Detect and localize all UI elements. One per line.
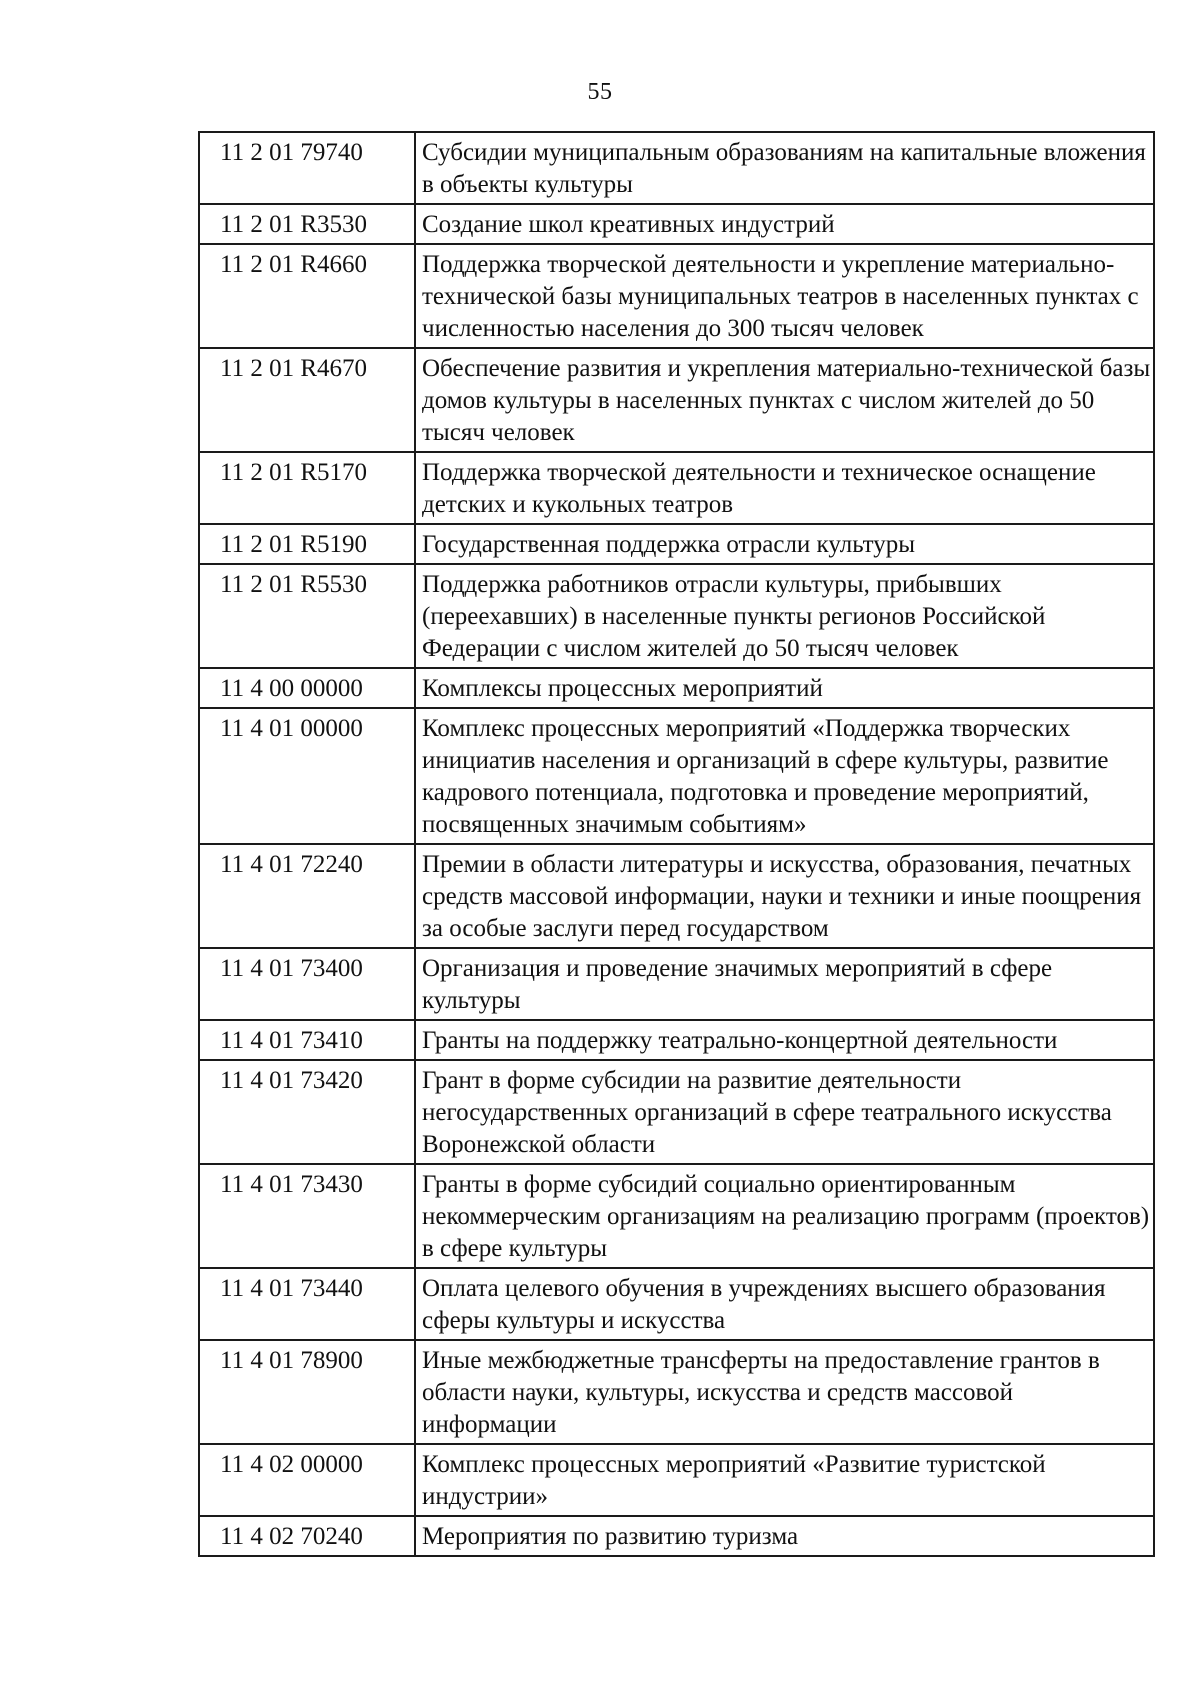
table-row bbox=[199, 564, 1154, 668]
description-cell: Государственная поддержка отрасли культуры bbox=[415, 524, 1154, 564]
table-row bbox=[199, 452, 1154, 524]
description-cell: Гранты в форме субсидий социально ориентированным некоммерческим организациям на реализацию программ (проектов) в сфере культуры bbox=[415, 1164, 1154, 1268]
budget-code-table bbox=[198, 131, 1155, 1557]
code-cell: 11 2 01 R3530 bbox=[199, 204, 415, 244]
table-row bbox=[199, 204, 1154, 244]
code-cell: 11 2 01 R4660 bbox=[199, 244, 415, 348]
code-cell: 11 4 01 78900 bbox=[199, 1340, 415, 1444]
code-cell: 11 2 01 R4670 bbox=[199, 348, 415, 452]
code-cell: 11 2 01 R5530 bbox=[199, 564, 415, 668]
table-row bbox=[199, 844, 1154, 948]
table-row bbox=[199, 348, 1154, 452]
code-cell: 11 4 01 73420 bbox=[199, 1060, 415, 1164]
code-cell: 11 4 01 73400 bbox=[199, 948, 415, 1020]
table-row bbox=[199, 948, 1154, 1020]
code-cell: 11 2 01 R5190 bbox=[199, 524, 415, 564]
table-row bbox=[199, 244, 1154, 348]
description-cell: Субсидии муниципальным образованиям на капитальные вложения в объекты культуры bbox=[415, 132, 1154, 204]
description-cell: Комплексы процессных мероприятий bbox=[415, 668, 1154, 708]
code-cell: 11 2 01 79740 bbox=[199, 132, 415, 204]
description-cell: Гранты на поддержку театрально-концертной деятельности bbox=[415, 1020, 1154, 1060]
description-cell: Иные межбюджетные трансферты на предоставление грантов в области науки, культуры, искусства и средств массовой информации bbox=[415, 1340, 1154, 1444]
description-cell: Поддержка работников отрасли культуры, прибывших (переехавших) в населенные пункты регионов Российской Федерации с числом жителей до 50 тысяч человек bbox=[415, 564, 1154, 668]
table-row bbox=[199, 524, 1154, 564]
page-number: 55 bbox=[587, 79, 613, 105]
table-row bbox=[199, 708, 1154, 844]
table-body bbox=[199, 132, 1154, 1556]
table-row bbox=[199, 1020, 1154, 1060]
code-cell: 11 4 01 00000 bbox=[199, 708, 415, 844]
code-cell: 11 4 00 00000 bbox=[199, 668, 415, 708]
table-row bbox=[199, 1060, 1154, 1164]
code-cell: 11 4 02 00000 bbox=[199, 1444, 415, 1516]
description-cell: Поддержка творческой деятельности и техническое оснащение детских и кукольных театров bbox=[415, 452, 1154, 524]
description-cell: Оплата целевого обучения в учреждениях высшего образования сферы культуры и искусства bbox=[415, 1268, 1154, 1340]
description-cell: Поддержка творческой деятельности и укрепление материально-технической базы муниципальных театров в населенных пунктах с численностью населения до 300 тысяч человек bbox=[415, 244, 1154, 348]
code-cell: 11 4 01 72240 bbox=[199, 844, 415, 948]
description-cell: Комплекс процессных мероприятий «Поддержка творческих инициатив населения и организаций в сфере культуры, развитие кадрового потенциала, подготовка и проведение мероприятий, посвященных значимым событиям» bbox=[415, 708, 1154, 844]
code-cell: 11 4 01 73410 bbox=[199, 1020, 415, 1060]
table-row bbox=[199, 1164, 1154, 1268]
code-cell: 11 4 01 73430 bbox=[199, 1164, 415, 1268]
table-row bbox=[199, 1340, 1154, 1444]
code-cell: 11 2 01 R5170 bbox=[199, 452, 415, 524]
table-row bbox=[199, 668, 1154, 708]
description-cell: Мероприятия по развитию туризма bbox=[415, 1516, 1154, 1556]
description-cell: Премии в области литературы и искусства, образования, печатных средств массовой информации, науки и техники и иные поощрения за особые заслуги перед государством bbox=[415, 844, 1154, 948]
code-cell: 11 4 02 70240 bbox=[199, 1516, 415, 1556]
table-row bbox=[199, 1268, 1154, 1340]
code-cell: 11 4 01 73440 bbox=[199, 1268, 415, 1340]
description-cell: Комплекс процессных мероприятий «Развитие туристской индустрии» bbox=[415, 1444, 1154, 1516]
description-cell: Создание школ креативных индустрий bbox=[415, 204, 1154, 244]
description-cell: Организация и проведение значимых мероприятий в сфере культуры bbox=[415, 948, 1154, 1020]
table-row bbox=[199, 1516, 1154, 1556]
table-row bbox=[199, 1444, 1154, 1516]
table-row bbox=[199, 132, 1154, 204]
description-cell: Грант в форме субсидии на развитие деятельности негосударственных организаций в сфере театрального искусства Воронежской области bbox=[415, 1060, 1154, 1164]
description-cell: Обеспечение развития и укрепления материально-технической базы домов культуры в населенных пунктах с числом жителей до 50 тысяч человек bbox=[415, 348, 1154, 452]
